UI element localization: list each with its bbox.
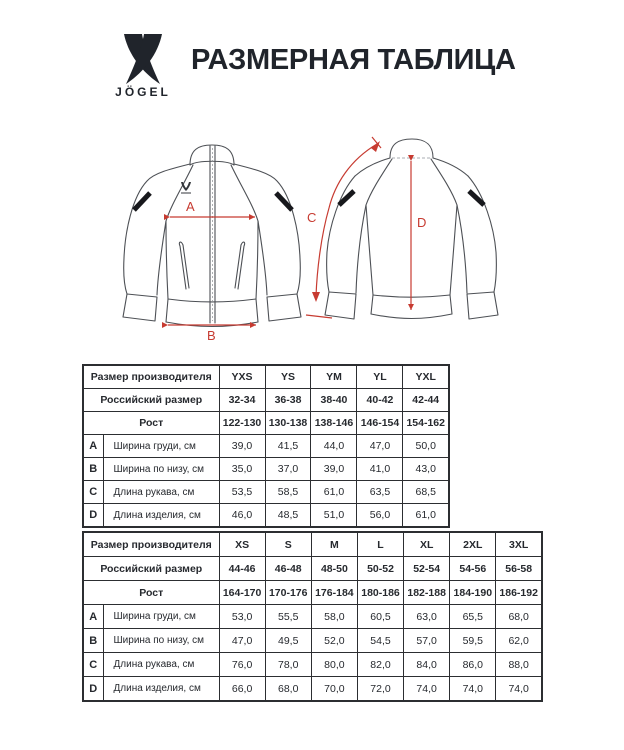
measure-A-label: A xyxy=(186,199,195,214)
brand-logo xyxy=(100,34,186,99)
header-cell: XL xyxy=(404,532,450,557)
value-cell: 35,0 xyxy=(219,458,265,481)
header-cell: M xyxy=(311,532,357,557)
measure-letter: D xyxy=(83,677,103,702)
value-cell: 53,0 xyxy=(219,605,265,629)
value-cell: 44,0 xyxy=(311,435,357,458)
header-cell: 48-50 xyxy=(311,557,357,581)
header-cell: 138-146 xyxy=(311,412,357,435)
header-cell: 154-162 xyxy=(403,412,449,435)
value-cell: 54,5 xyxy=(357,629,403,653)
measure-label: Ширина по низу, см xyxy=(103,458,219,481)
value-cell: 78,0 xyxy=(265,653,311,677)
back-right-cuff xyxy=(467,292,498,319)
value-cell: 76,0 xyxy=(219,653,265,677)
value-cell: 60,5 xyxy=(357,605,403,629)
value-cell: 63,0 xyxy=(404,605,450,629)
header-cell: 50-52 xyxy=(357,557,403,581)
measure-label: Длина изделия, см xyxy=(103,504,219,528)
header-cell: YS xyxy=(265,365,311,389)
adult-size-table xyxy=(82,531,543,702)
measure-row xyxy=(83,435,449,458)
measure-row xyxy=(83,605,542,629)
row-header-label: Российский размер xyxy=(83,389,219,412)
value-cell: 51,0 xyxy=(311,504,357,528)
measure-row xyxy=(83,677,542,702)
value-cell: 58,0 xyxy=(311,605,357,629)
header-cell: 122-130 xyxy=(219,412,265,435)
header-row xyxy=(83,389,449,412)
measure-B-label: B xyxy=(207,328,216,343)
header-cell: L xyxy=(357,532,403,557)
header-cell: 36-38 xyxy=(265,389,311,412)
measure-label: Длина рукава, см xyxy=(103,481,219,504)
value-cell: 61,0 xyxy=(311,481,357,504)
header-row xyxy=(83,532,542,557)
measure-letter: D xyxy=(83,504,103,528)
jacket-back-diagram xyxy=(302,132,506,330)
value-cell: 58,5 xyxy=(265,481,311,504)
value-cell: 57,0 xyxy=(404,629,450,653)
measure-row xyxy=(83,481,449,504)
measure-letter: B xyxy=(83,458,103,481)
header-cell: 180-186 xyxy=(357,581,403,605)
row-header-label: Размер производителя xyxy=(83,365,219,389)
header-cell: 146-154 xyxy=(357,412,403,435)
value-cell: 37,0 xyxy=(265,458,311,481)
header-cell: YXS xyxy=(219,365,265,389)
jacket-front-diagram xyxy=(96,140,317,344)
header-cell: YXL xyxy=(403,365,449,389)
value-cell: 84,0 xyxy=(404,653,450,677)
header-cell: XS xyxy=(219,532,265,557)
value-cell: 68,0 xyxy=(265,677,311,702)
header-cell: 52-54 xyxy=(404,557,450,581)
value-cell: 55,5 xyxy=(265,605,311,629)
header-cell: 42-44 xyxy=(403,389,449,412)
value-cell: 50,0 xyxy=(403,435,449,458)
page-title: РАЗМЕРНАЯ ТАБЛИЦА xyxy=(191,44,516,76)
youth-size-table-body xyxy=(83,365,449,527)
value-cell: 88,0 xyxy=(496,653,542,677)
front-right-pocket xyxy=(235,242,245,289)
value-cell: 59,5 xyxy=(450,629,496,653)
brand-v-icon xyxy=(116,34,170,84)
value-cell: 61,0 xyxy=(403,504,449,528)
value-cell: 39,0 xyxy=(311,458,357,481)
header-row xyxy=(83,557,542,581)
value-cell: 41,5 xyxy=(265,435,311,458)
back-collar xyxy=(390,139,433,158)
front-left-pocket xyxy=(179,242,189,289)
value-cell: 41,0 xyxy=(357,458,403,481)
value-cell: 65,5 xyxy=(450,605,496,629)
measure-label: Ширина груди, см xyxy=(103,605,219,629)
measure-row xyxy=(83,653,542,677)
front-right-cuff xyxy=(267,294,301,321)
measure-letter: A xyxy=(83,435,103,458)
value-cell: 63,5 xyxy=(357,481,403,504)
value-cell: 66,0 xyxy=(219,677,265,702)
header-cell: 130-138 xyxy=(265,412,311,435)
value-cell: 48,5 xyxy=(265,504,311,528)
value-cell: 72,0 xyxy=(357,677,403,702)
value-cell: 80,0 xyxy=(311,653,357,677)
value-cell: 70,0 xyxy=(311,677,357,702)
value-cell: 53,5 xyxy=(219,481,265,504)
row-header-label: Рост xyxy=(83,412,219,435)
measure-D-label: D xyxy=(417,215,427,230)
value-cell: 82,0 xyxy=(357,653,403,677)
value-cell: 74,0 xyxy=(496,677,542,702)
value-cell: 74,0 xyxy=(404,677,450,702)
header-cell: 170-176 xyxy=(265,581,311,605)
value-cell: 56,0 xyxy=(357,504,403,528)
header-row xyxy=(83,581,542,605)
header-cell: 40-42 xyxy=(357,389,403,412)
measure-row xyxy=(83,629,542,653)
header-row xyxy=(83,412,449,435)
header-cell: 176-184 xyxy=(311,581,357,605)
header-cell: YL xyxy=(357,365,403,389)
brand-name: JÖGEL xyxy=(115,85,171,99)
measure-row xyxy=(83,504,449,528)
header-cell: YM xyxy=(311,365,357,389)
value-cell: 68,0 xyxy=(496,605,542,629)
back-left-cuff xyxy=(325,292,356,319)
measure-letter: C xyxy=(83,653,103,677)
value-cell: 86,0 xyxy=(450,653,496,677)
value-cell: 46,0 xyxy=(219,504,265,528)
youth-size-table xyxy=(82,364,450,528)
header-cell: 32-34 xyxy=(219,389,265,412)
value-cell: 62,0 xyxy=(496,629,542,653)
value-cell: 47,0 xyxy=(357,435,403,458)
header-cell: 56-58 xyxy=(496,557,542,581)
measure-label: Длина изделия, см xyxy=(103,677,219,702)
measure-C-label: C xyxy=(307,210,317,225)
front-left-cuff xyxy=(123,294,157,321)
row-header-label: Российский размер xyxy=(83,557,219,581)
header-cell: 3XL xyxy=(496,532,542,557)
measure-row xyxy=(83,458,449,481)
value-cell: 52,0 xyxy=(311,629,357,653)
measure-label: Ширина груди, см xyxy=(103,435,219,458)
header-cell: 44-46 xyxy=(219,557,265,581)
row-header-label: Рост xyxy=(83,581,219,605)
value-cell: 49,5 xyxy=(265,629,311,653)
header-cell: 2XL xyxy=(450,532,496,557)
row-header-label: Размер производителя xyxy=(83,532,219,557)
header-cell: 184-190 xyxy=(450,581,496,605)
header-cell: 182-188 xyxy=(404,581,450,605)
adult-size-table-body xyxy=(83,532,542,701)
measure-letter: A xyxy=(83,605,103,629)
measure-label: Длина рукава, см xyxy=(103,653,219,677)
header-cell: 54-56 xyxy=(450,557,496,581)
value-cell: 74,0 xyxy=(450,677,496,702)
value-cell: 39,0 xyxy=(219,435,265,458)
header-cell: 46-48 xyxy=(265,557,311,581)
value-cell: 68,5 xyxy=(403,481,449,504)
header-cell: S xyxy=(265,532,311,557)
value-cell: 47,0 xyxy=(219,629,265,653)
header-cell: 186-192 xyxy=(496,581,542,605)
front-left-stripe xyxy=(134,193,150,210)
header-cell: 164-170 xyxy=(219,581,265,605)
measure-label: Ширина по низу, см xyxy=(103,629,219,653)
header-row xyxy=(83,365,449,389)
measure-letter: C xyxy=(83,481,103,504)
value-cell: 43,0 xyxy=(403,458,449,481)
front-chest-logo-icon xyxy=(181,182,191,193)
measure-letter: B xyxy=(83,629,103,653)
header-cell: 38-40 xyxy=(311,389,357,412)
